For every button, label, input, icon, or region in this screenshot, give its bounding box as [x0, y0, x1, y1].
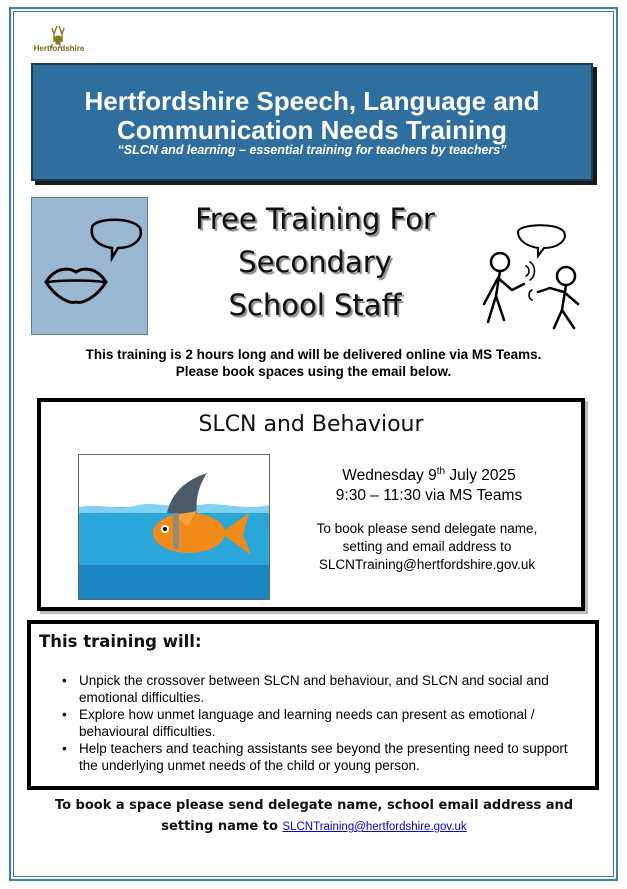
event-card — [37, 398, 585, 611]
event-date-month-year: July 2025 — [445, 467, 516, 485]
footer-line-2 — [40, 816, 588, 838]
email-link[interactable]: SLCNTraining@hertfordshire.gov.uk — [282, 821, 467, 833]
intro-line-1: This training is 2 hours long and will be delivered online via MS Teams. — [85, 347, 542, 362]
title-line-2: Communication Needs Training — [116, 115, 508, 145]
outcomes-card — [27, 620, 599, 790]
lips-speech-bubble-icon — [31, 197, 148, 335]
hero-line-3: School Staff — [228, 288, 402, 322]
logo-text: Hertfordshire — [33, 44, 85, 53]
list-item: • Unpick the crossover between SLCN and behaviour, and SLCN and social and emotional difficulties. — [79, 672, 589, 706]
event-book-line-1: To book please send delegate name, — [316, 521, 538, 536]
goldfish-with-shark-fin-image — [78, 454, 270, 600]
event-date — [289, 462, 569, 486]
outcomes-list — [79, 672, 589, 774]
people-talking-icon — [474, 218, 592, 336]
event-datetime — [289, 462, 569, 506]
list-item: • Explore how unmet language and learning needs can present as emotional / behavioural difficulties. — [79, 706, 589, 740]
event-booking-info — [281, 520, 573, 574]
event-time: 9:30 – 11:30 via MS Teams — [335, 487, 523, 505]
hero-title — [170, 198, 460, 327]
intro-line-2: Please book spaces using the email below. — [175, 364, 452, 379]
outcomes-heading: This training will: — [39, 632, 202, 651]
page-subtitle: “SLCN and learning – essential training for teachers by teachers” — [117, 143, 507, 157]
footer-booking — [40, 795, 588, 838]
header-banner — [31, 63, 593, 181]
event-date-day: Wednesday 9 — [342, 467, 437, 485]
footer-line-2-text: setting name to — [161, 819, 283, 834]
event-date-suffix: th — [436, 466, 446, 477]
event-book-line-2: setting and email address to — [342, 539, 512, 554]
intro-text — [30, 346, 597, 380]
hero-line-1: Free Training For — [195, 202, 435, 236]
event-title: SLCN and Behaviour — [198, 412, 424, 437]
footer-line-1: To book a space please send delegate name, school email address and — [54, 798, 574, 813]
list-item: • Help teachers and teaching assistants see beyond the presenting need to support the underlying unmet needs of the child or young person. — [79, 740, 589, 774]
event-email: SLCNTraining@hertfordshire.gov.uk — [318, 557, 536, 572]
hero-line-2: Secondary — [238, 245, 392, 279]
title-line-1: Hertfordshire Speech, Language and — [84, 86, 540, 116]
page-title — [33, 87, 591, 145]
